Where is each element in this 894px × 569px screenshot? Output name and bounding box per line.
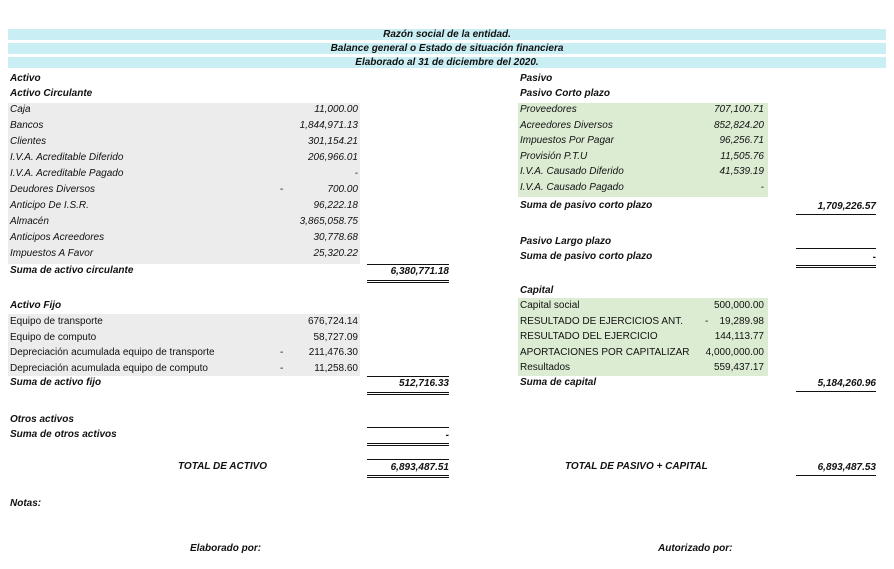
activo-circulante-sum-label: Suma de activo circulante (10, 265, 134, 276)
sum-line-bottom-double (367, 445, 449, 446)
item-label: Impuestos A Favor (10, 248, 94, 259)
capital-sum-value: 5,184,260.96 (817, 378, 876, 389)
company-name: Razón social de la entidad. (8, 29, 886, 40)
sum-line-bottom-double (367, 282, 449, 283)
item-value: - (354, 168, 358, 179)
item-value: 11,258.60 (314, 362, 358, 374)
item-value: 25,320.22 (313, 248, 358, 259)
item-value: - (760, 181, 764, 193)
otros-activos-title: Otros activos (10, 414, 74, 425)
statement-title: Balance general o Estado de situación financiera (8, 43, 886, 54)
negative-sign: - (280, 362, 284, 374)
total-pasivo-capital-value: 6,893,487.53 (817, 462, 876, 473)
item-label: Bancos (10, 120, 44, 131)
item-value: 58,727.09 (313, 331, 358, 343)
sum-line-bottom-double (796, 267, 876, 268)
item-value: 4,000,000.00 (705, 346, 764, 358)
negative-sign: - (280, 347, 284, 358)
capital-sum-label: Suma de capital (520, 377, 597, 388)
total-activo-value: 6,893,487.51 (390, 462, 449, 473)
item-value: 700.00 (327, 184, 358, 195)
item-label: I.V.A. Acreditable Diferido (10, 152, 124, 163)
total-activo-label: TOTAL DE ACTIVO (178, 461, 268, 472)
elaborado-por-label: Elaborado por: (190, 543, 262, 554)
item-label: Caja (10, 104, 31, 115)
item-value: 707,100.71 (713, 104, 764, 115)
pasivo-largo-sum-label: Suma de pasivo corto plazo (520, 251, 653, 262)
activo-title: Activo (10, 73, 41, 84)
pasivo-largo-title: Pasivo Largo plazo (520, 236, 612, 247)
statement-date: Elaborado al 31 de diciembre del 2020. (8, 57, 886, 68)
autorizado-por-label: Autorizado por: (658, 543, 733, 554)
item-value: 301,154.21 (307, 136, 358, 147)
item-value: 211,476.30 (308, 347, 358, 358)
item-label: Resultados (520, 362, 571, 373)
item-value: 30,778.68 (313, 232, 358, 243)
item-value: 96,222.18 (313, 200, 358, 211)
item-label: Capital social (520, 300, 580, 311)
total-line-top (367, 459, 449, 460)
item-value: 19,289.98 (719, 315, 764, 327)
pasivo-corto-sum-label: Suma de pasivo corto plazo (520, 200, 653, 211)
capital-title: Capital (520, 285, 554, 296)
item-label: I.V.A. Acreditable Pagado (10, 168, 124, 179)
item-label: I.V.A. Causado Diferido (520, 166, 624, 177)
negative-sign: - (280, 184, 284, 195)
item-label: RESULTADO DEL EJERCICIO (520, 331, 658, 342)
item-label: Clientes (10, 136, 47, 147)
activo-circulante-title: Activo Circulante (10, 88, 93, 99)
item-label: Impuestos Por Pagar (520, 135, 614, 146)
item-label: Equipo de transporte (10, 316, 103, 327)
sum-line-top (367, 427, 449, 428)
activo-fijo-sum-value: 512,716.33 (398, 378, 449, 389)
item-label: Proveedores (520, 104, 577, 115)
sum-line-bottom (796, 214, 876, 215)
item-label: APORTACIONES POR CAPITALIZAR (520, 346, 690, 358)
activo-circulante-sum-value: 6,380,771.18 (390, 266, 449, 277)
sum-line-bottom (796, 265, 876, 266)
total-pasivo-capital-label: TOTAL DE PASIVO + CAPITAL (565, 461, 708, 472)
item-value: 1,844,971.13 (299, 120, 358, 131)
sum-line-bottom-double (367, 394, 449, 395)
item-label: Provisión P.T.U (520, 150, 588, 162)
notas-label: Notas: (10, 498, 42, 509)
item-label: I.V.A. Causado Pagado (520, 181, 624, 193)
activo-fijo-title: Activo Fijo (10, 300, 62, 311)
item-value: 559,437.17 (713, 362, 764, 373)
sum-line-bottom (367, 280, 449, 281)
item-value: 144,113.77 (714, 331, 764, 342)
sum-line-bottom (796, 391, 876, 392)
pasivo-corto-sum-value: 1,709,226.57 (817, 201, 876, 212)
item-label: Depreciación acumulada equipo de computo (10, 362, 208, 374)
activo-fijo-sum-label: Suma de activo fijo (10, 377, 102, 388)
pasivo-largo-sum-value: - (872, 252, 876, 263)
total-line-bottom (367, 475, 449, 476)
otros-activos-sum-value: - (445, 430, 449, 441)
total-line-bottom-double (367, 477, 449, 478)
pasivo-corto-title: Pasivo Corto plazo (520, 88, 611, 99)
item-value: 41,539.19 (719, 166, 764, 177)
sum-line-bottom (367, 392, 449, 393)
item-label: Depreciación acumulada equipo de transporte (10, 347, 215, 358)
item-label: Equipo de computo (10, 331, 97, 343)
item-value: 11,000.00 (314, 104, 358, 115)
item-label: Acreedores Diversos (520, 119, 613, 131)
otros-activos-sum-label: Suma de otros activos (10, 429, 117, 440)
item-label: RESULTADO DE EJERCICIOS ANT. (520, 315, 683, 327)
item-label: Anticipos Acreedores (10, 232, 105, 243)
pasivo-title: Pasivo (520, 73, 553, 84)
item-value: 852,824.20 (713, 119, 764, 131)
item-value: 11,505.76 (720, 150, 764, 162)
sum-line-bottom (367, 443, 449, 444)
negative-sign: - (705, 315, 709, 327)
item-value: 500,000.00 (713, 300, 764, 311)
item-value: 676,724.14 (307, 316, 358, 327)
item-label: Anticipo De I.S.R. (10, 200, 89, 211)
item-label: Deudores Diversos (10, 184, 96, 195)
item-value: 206,966.01 (307, 152, 358, 163)
sum-line-top (796, 248, 876, 249)
item-value: 96,256.71 (719, 135, 764, 146)
item-value: 3,865,058.75 (299, 216, 358, 227)
total-line-bottom (796, 475, 876, 476)
item-label: Almacén (10, 216, 49, 227)
